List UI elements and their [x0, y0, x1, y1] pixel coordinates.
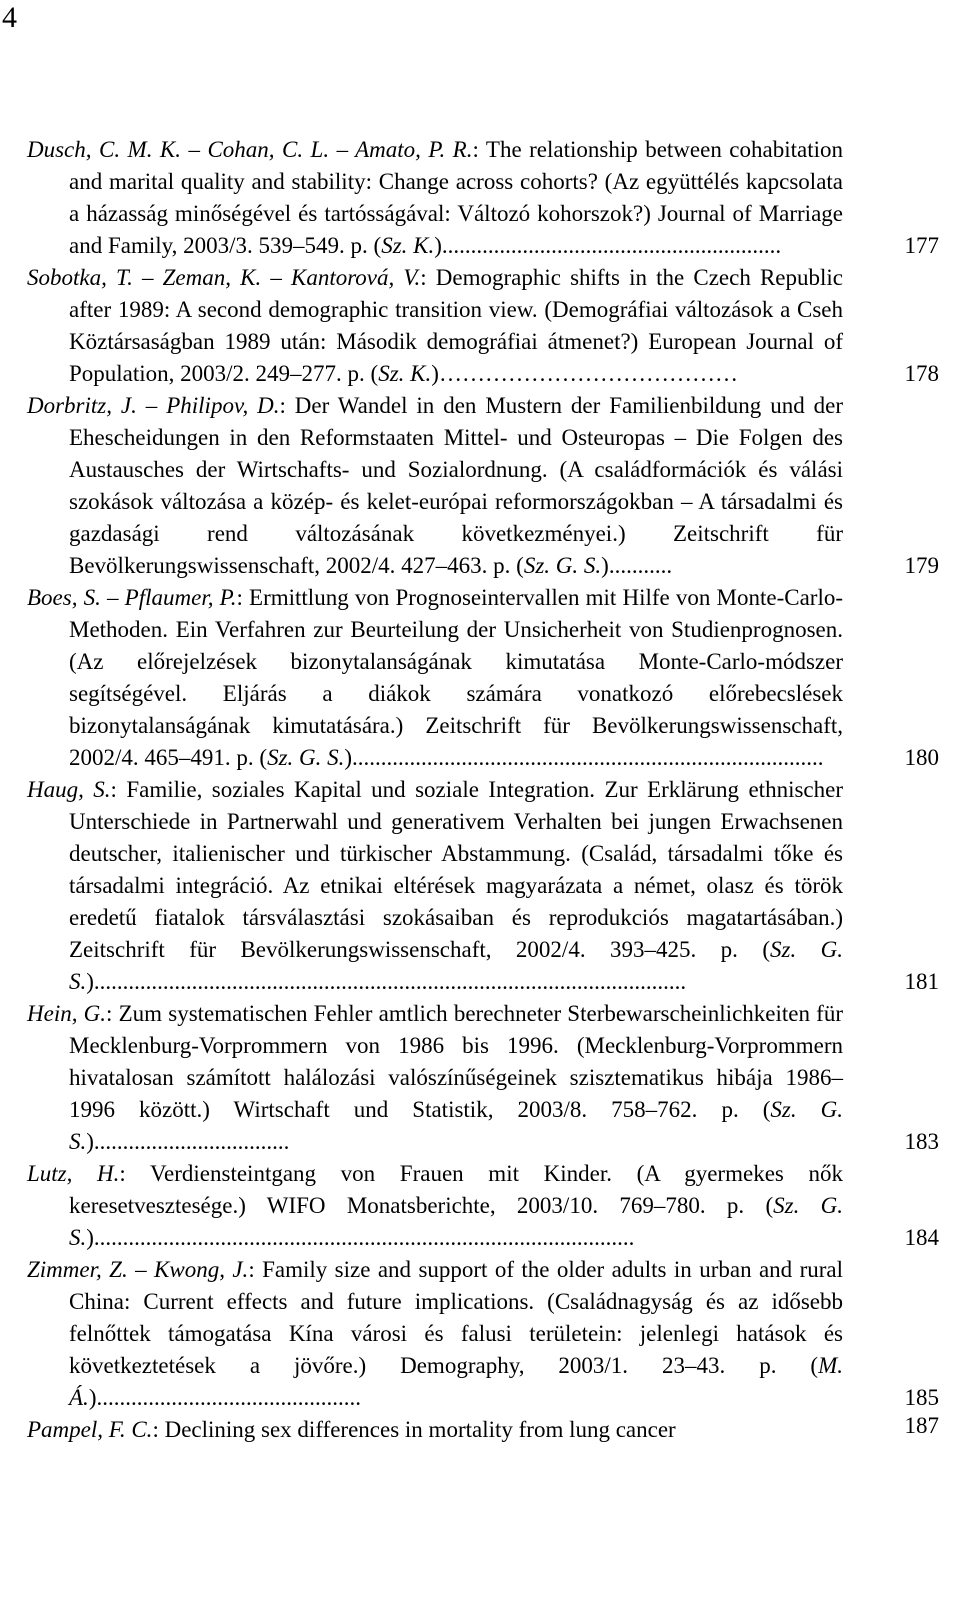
- entry-close: ): [344, 745, 353, 770]
- dot-leader: ..............................................: [96, 1385, 361, 1410]
- entry-text: : Family size and support of the older adults in urban and rural China: Current effects and future implications. (Családnagyság és az idősebb felnőttek támogatása Kína városi és falusi területein: jelenlegi hatások és következtetések a jövőre.) Demography, 2003/1. 23–43. p. (: [69, 1257, 843, 1378]
- entry-reviewer: Sz. G. S.: [69, 1193, 844, 1250]
- entry-reviewer: Sz. G. S.: [267, 745, 345, 770]
- entry-page-number: 184: [904, 1225, 939, 1250]
- entry-reviewer: Sz. G. S.: [523, 553, 602, 578]
- entry-page-number: 178: [904, 361, 939, 386]
- toc-entry: [27, 262, 939, 390]
- entry-close: ): [88, 1385, 97, 1410]
- entry-text: : Demographic shifts in the Czech Republic after 1989: A second demographic transition view. (Demográfiai változások a Cseh Köztársaságban 1989 után: Második demográfiai átmenet?) European Journal of Population, 2003/2. 249–277. p. (: [69, 265, 843, 386]
- toc-entry: [27, 774, 939, 998]
- entry-page-number: 177: [904, 233, 939, 258]
- dot-leader: ..............................................................................................: [93, 1225, 635, 1250]
- entry-authors: Pampel, F. C.: [27, 1417, 153, 1442]
- entry-authors: Sobotka, T. – Zeman, K. – Kantorová, V.: [27, 265, 421, 290]
- dot-leader: ...........: [608, 553, 673, 578]
- entry-page-number: 180: [904, 745, 939, 770]
- entry-reviewer: Sz. K.: [381, 233, 435, 258]
- entry-text: : Verdiensteintgang von Frauen mit Kinder. (A gyermekes nők keresetvesztesége.) WIFO Monatsberichte, 2003/10. 769–780. p. (: [69, 1161, 843, 1218]
- entry-authors: Lutz, H.: [27, 1161, 120, 1186]
- entry-page-number: 187: [904, 1414, 939, 1438]
- dot-leader: .......................................................................................................: [93, 969, 687, 994]
- entry-page-number: 185: [904, 1385, 939, 1410]
- entry-reviewer: Sz. G. S.: [69, 937, 844, 994]
- entry-close: ): [86, 969, 94, 994]
- entry-reviewer: Sz. K.: [378, 361, 432, 386]
- entry-authors: Dusch, C. M. K. – Cohan, C. L. – Amato, P. R.: [27, 137, 473, 162]
- entry-text: : Familie, soziales Kapital und soziale Integration. Zur Erklärung ethnischer Unterschiede in Partnerwahl und generativem Verhalten bei jungen Erwachsenen deutscher, italienischer und türkischer Abstammung. (Család, társadalmi tőke és társadalmi integráció. Az etnikai eltérések magyarázata a német, olasz és török eredetű fiatalok társválasztási szokásaiban és reprodukciós magatartásában.) Zeitschrift für Bevölkerungswissenschaft, 2002/4. 393–425. p. (: [69, 777, 843, 962]
- entry-close: ): [86, 1225, 94, 1250]
- dot-leader: ..................................: [93, 1129, 290, 1154]
- entry-close: ): [601, 553, 609, 578]
- entry-page-number: 181: [904, 969, 939, 994]
- toc-entry: [27, 1254, 939, 1414]
- dot-leader: ...........................................................: [441, 233, 782, 258]
- toc-entry: [27, 582, 939, 774]
- toc-entry: [27, 390, 939, 582]
- entry-close: ): [86, 1129, 94, 1154]
- entry-authors: Hein, G.: [27, 1001, 107, 1026]
- entry-reviewer: Sz. G. S.: [69, 1097, 844, 1154]
- entry-text: : Declining sex differences in mortality from lung cancer: [152, 1417, 676, 1442]
- entry-text: : Ermittlung von Prognoseintervallen mit Hilfe von Monte-Carlo-Methoden. Ein Verfahren zur Beurteilung der Unsicherheit von Studienprognosen. (Az előrejelzések bizonytalanságának kimutatása Monte-Carlo-módszer segítségével. Eljárás a diákok számára vonatkozó előrebecslések bizonytalanságának kimutatására.) Zeitschrift für Bevölkerungswissenschaft, 2002/4. 465–491. p. (: [69, 585, 843, 770]
- toc-entry: [27, 998, 939, 1158]
- entry-text: : The relationship between cohabitation and marital quality and stability: Change across cohorts? (Az együttélés kapcsolata a házasság minőségével és tartósságával: Változó kohorszok?) Journal of Marriage and Family, 2003/3. 539–549. p. (: [69, 137, 843, 258]
- entry-close: ): [431, 361, 439, 386]
- entry-text: : Der Wandel in den Mustern der Familienbildung und der Ehescheidungen in den Reformstaaten Mittel- und Osteuropas – Die Folgen des Austausches der Wirtschafts- und Sozialordnung. (A családformációk és válási szokások változása a közép- és kelet-európai reformországokban – A társadalmi és gazdasági rend változásának következményei.) Zeitschrift für Bevölkerungswissenschaft, 2002/4. 427–463. p. (: [69, 393, 843, 578]
- dot-leader: ..................................................................................: [352, 745, 824, 770]
- page-number: 4: [2, 1, 17, 34]
- entry-page-number: 183: [904, 1129, 939, 1154]
- entry-close: ): [434, 233, 442, 258]
- entry-authors: Zimmer, Z. – Kwong, J.: [27, 1257, 249, 1282]
- table-of-contents: [27, 134, 939, 1442]
- entry-authors: Dorbritz, J. – Philipov, D.: [27, 393, 280, 418]
- toc-entry: [27, 1414, 939, 1442]
- toc-entry: [27, 1158, 939, 1254]
- dot-leader: …………………………………: [438, 361, 738, 386]
- entry-text: : Zum systematischen Fehler amtlich berechneter Sterbewarscheinlichkeiten für Mecklenburg-Vorprommern von 1986 bis 1996. (Mecklenburg-Vorprommern hivatalosan számított halálozási valószínűségeinek szisztematikus hibája 1986–1996 között.) Wirtschaft und Statistik, 2003/8. 758–762. p. (: [69, 1001, 843, 1122]
- entry-authors: Boes, S. – Pflaumer, P.: [27, 585, 237, 610]
- entry-page-number: 179: [904, 553, 939, 578]
- toc-entry: [27, 134, 939, 262]
- entry-reviewer: M. Á.: [69, 1353, 843, 1410]
- entry-authors: Haug, S.: [27, 777, 111, 802]
